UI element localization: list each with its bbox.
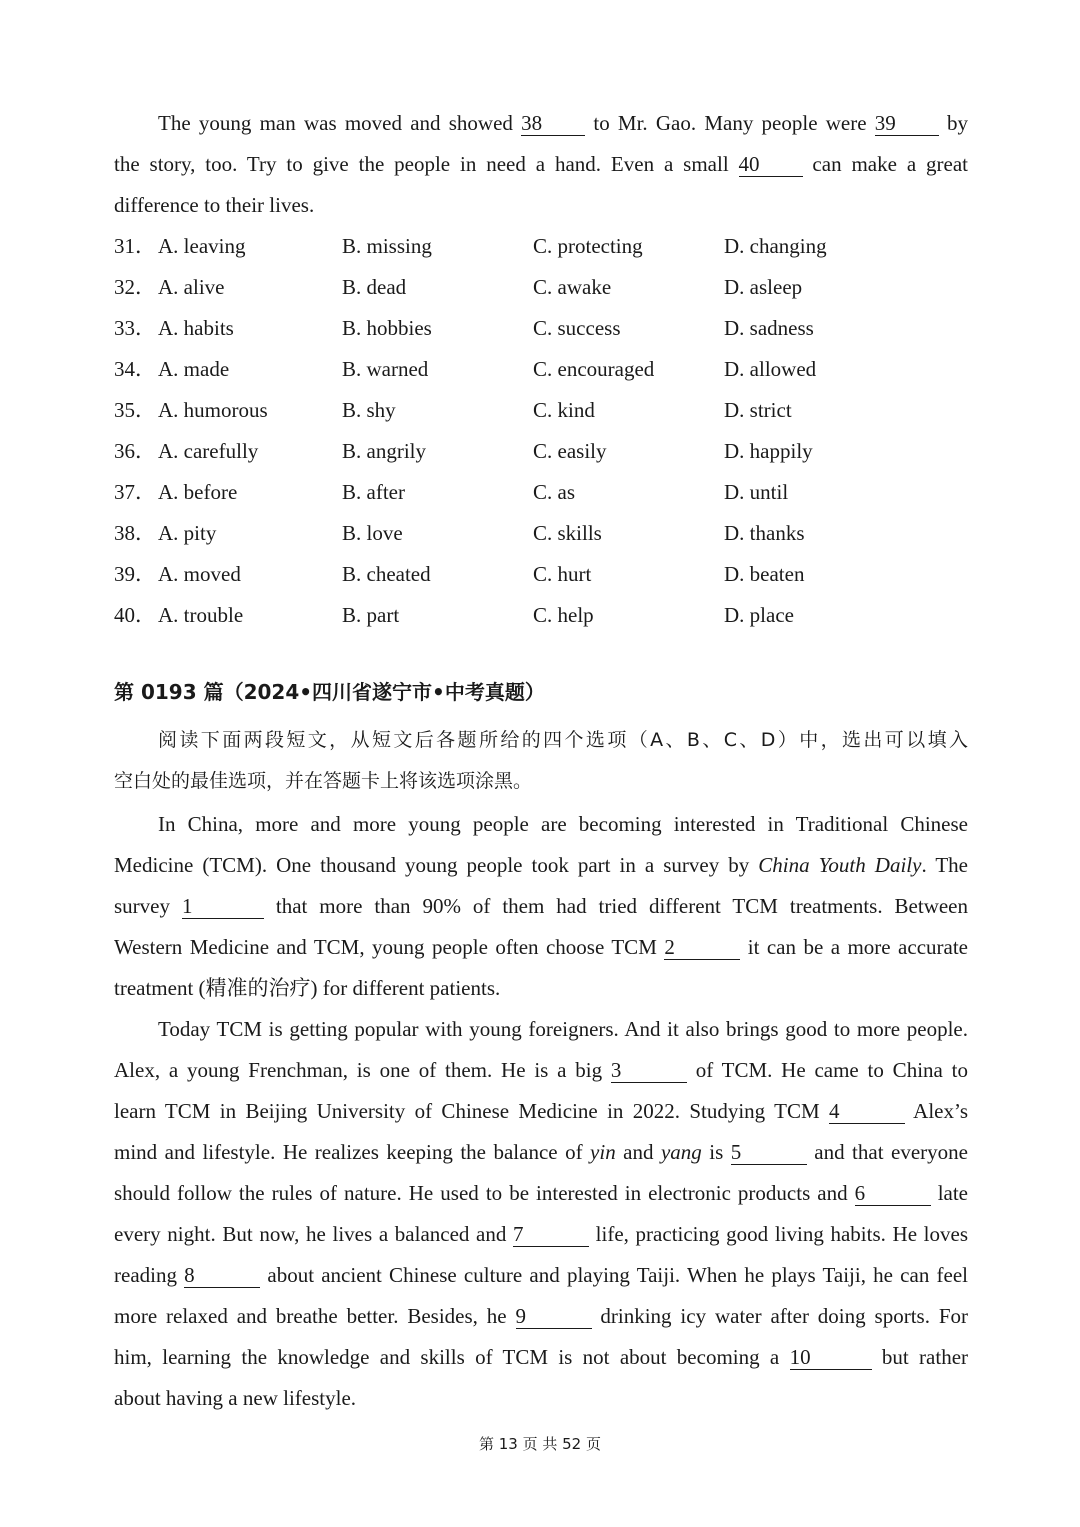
question-number: 36． — [114, 439, 156, 463]
passage-line — [114, 144, 968, 185]
text: it can be a more accurate — [740, 935, 968, 959]
option-d: D. until — [724, 480, 789, 504]
option-d: D. asleep — [724, 275, 803, 299]
text: . The — [921, 853, 968, 877]
option-d: D. thanks — [724, 521, 805, 545]
para2-line — [114, 1173, 968, 1214]
option-d: D. changing — [724, 234, 827, 258]
text: and that everyone — [806, 1140, 968, 1164]
option-b: B. part — [342, 603, 400, 627]
option-b: B. love — [342, 521, 403, 545]
blank-6: 6 — [855, 1181, 931, 1206]
text: but rather — [871, 1345, 969, 1369]
blank-8: 8 — [184, 1263, 260, 1288]
text: drinking icy water after doing sports. For — [591, 1304, 969, 1328]
para2-line — [114, 1214, 968, 1255]
option-b: B. after — [342, 480, 405, 504]
text: Alex’s — [904, 1099, 968, 1123]
para2-line — [114, 1132, 968, 1173]
option-a: A. pity — [158, 521, 217, 545]
option-a: A. trouble — [158, 603, 244, 627]
instruction-line: 空白处的最佳选项，并在答题卡上将该选项涂黑。 — [114, 770, 533, 792]
text: should follow the rules of nature. He used to be interested in electronic products and — [114, 1181, 855, 1205]
text: more relaxed and breathe better. Besides, he — [114, 1304, 516, 1328]
passage-line: difference to their lives. — [114, 193, 315, 217]
option-b: B. hobbies — [342, 316, 432, 340]
passage-line — [158, 103, 968, 144]
text: is — [701, 1140, 731, 1164]
question-number: 32． — [114, 275, 156, 299]
option-d: D. allowed — [724, 357, 817, 381]
blank-7: 7 — [513, 1222, 589, 1247]
text: The young man was moved and showed — [158, 111, 522, 135]
option-a: A. carefully — [158, 439, 259, 463]
option-b: B. angrily — [342, 439, 426, 463]
option-a: A. habits — [158, 316, 234, 340]
text: that more than 90% of them had tried different TCM treatments. Between — [263, 894, 968, 918]
blank-38: 38 — [521, 111, 585, 136]
blank-1: 1 — [182, 894, 264, 919]
question-number: 35． — [114, 398, 156, 422]
text: Alex, a young Frenchman, is one of them. He is a big — [114, 1058, 611, 1082]
option-a: A. moved — [158, 562, 241, 586]
text: Medicine (TCM). One thousand young people took part in a survey by — [114, 853, 759, 877]
text: late — [930, 1181, 969, 1205]
option-c: C. hurt — [533, 562, 592, 586]
para1-line: In China, more and more young people are becoming interested in Traditional Chinese — [158, 812, 968, 836]
question-number: 37． — [114, 480, 156, 504]
option-d: D. place — [724, 603, 794, 627]
option-a: A. alive — [158, 275, 225, 299]
option-d: D. happily — [724, 439, 813, 463]
blank-40: 40 — [739, 152, 803, 177]
option-a: A. made — [158, 357, 230, 381]
page-footer: 第 13 页 共 52 页 — [478, 1435, 601, 1453]
para1-line — [114, 886, 968, 927]
blank-4: 4 — [829, 1099, 905, 1124]
para2-line: Today TCM is getting popular with young foreigners. And it also brings good to more people. — [158, 1017, 968, 1041]
para1-line: treatment (精准的治疗) for different patients. — [114, 976, 501, 1000]
option-c: C. protecting — [533, 234, 643, 258]
text: learn TCM in Beijing University of Chinese Medicine in 2022. Studying TCM — [114, 1099, 829, 1123]
text: can make a great — [802, 152, 968, 176]
option-a: A. humorous — [158, 398, 268, 422]
blank-3: 3 — [611, 1058, 687, 1083]
option-c: C. encouraged — [533, 357, 655, 381]
option-b: B. shy — [342, 398, 396, 422]
option-c: C. skills — [533, 521, 602, 545]
text: every night. But now, he lives a balanced and — [114, 1222, 514, 1246]
text: life, practicing good living habits. He loves — [589, 1222, 968, 1246]
para1-line — [114, 845, 968, 886]
text: survey — [114, 894, 182, 918]
text: Western Medicine and TCM, young people often choose TCM — [114, 935, 665, 959]
para1-line — [114, 927, 968, 968]
text: the story, too. Try to give the people in need a hand. Even a small — [114, 152, 739, 176]
term-yin: yin — [590, 1140, 616, 1164]
text: and — [615, 1140, 661, 1164]
option-d: D. beaten — [724, 562, 805, 586]
text: reading — [114, 1263, 185, 1287]
question-number: 31． — [114, 234, 156, 258]
para2-line — [114, 1337, 968, 1378]
option-a: A. leaving — [158, 234, 246, 258]
blank-10: 10 — [790, 1345, 872, 1370]
question-number: 39． — [114, 562, 156, 586]
para2-line — [114, 1296, 968, 1337]
question-number: 34． — [114, 357, 156, 381]
blank-39: 39 — [875, 111, 939, 136]
text: by — [938, 111, 968, 135]
option-b: B. dead — [342, 275, 407, 299]
term-yang: yang — [660, 1140, 702, 1164]
text: to Mr. Gao. Many people were — [585, 111, 875, 135]
option-b: B. cheated — [342, 562, 431, 586]
option-c: C. easily — [533, 439, 607, 463]
option-d: D. strict — [724, 398, 792, 422]
section-heading: 第 0193 篇（2024•四川省遂宁市•中考真题） — [114, 680, 545, 704]
question-number: 40． — [114, 603, 156, 627]
text: him, learning the knowledge and skills of TCM is not about becoming a — [114, 1345, 790, 1369]
blank-5: 5 — [731, 1140, 807, 1165]
option-c: C. as — [533, 480, 575, 504]
instruction-line: 阅读下面两段短文，从短文后各题所给的四个选项（A、B、C、D）中，选出可以填入 — [158, 729, 968, 751]
question-number: 38． — [114, 521, 156, 545]
newspaper-name: China Youth Daily — [758, 853, 922, 877]
option-b: B. warned — [342, 357, 429, 381]
para2-line — [114, 1091, 968, 1132]
question-number: 33． — [114, 316, 156, 340]
option-c: C. help — [533, 603, 594, 627]
option-d: D. sadness — [724, 316, 814, 340]
text: of TCM. He came to China to — [686, 1058, 968, 1082]
text: about ancient Chinese culture and playing Taiji. When he plays Taiji, he can feel — [260, 1263, 968, 1287]
option-a: A. before — [158, 480, 238, 504]
para2-line — [114, 1050, 968, 1091]
blank-2: 2 — [664, 935, 740, 960]
option-c: C. awake — [533, 275, 612, 299]
blank-9: 9 — [516, 1304, 592, 1329]
para2-line — [114, 1255, 968, 1296]
option-c: C. kind — [533, 398, 595, 422]
para2-line: about having a new lifestyle. — [114, 1386, 357, 1410]
option-b: B. missing — [342, 234, 432, 258]
option-c: C. success — [533, 316, 621, 340]
text: mind and lifestyle. He realizes keeping the balance of — [114, 1140, 591, 1164]
